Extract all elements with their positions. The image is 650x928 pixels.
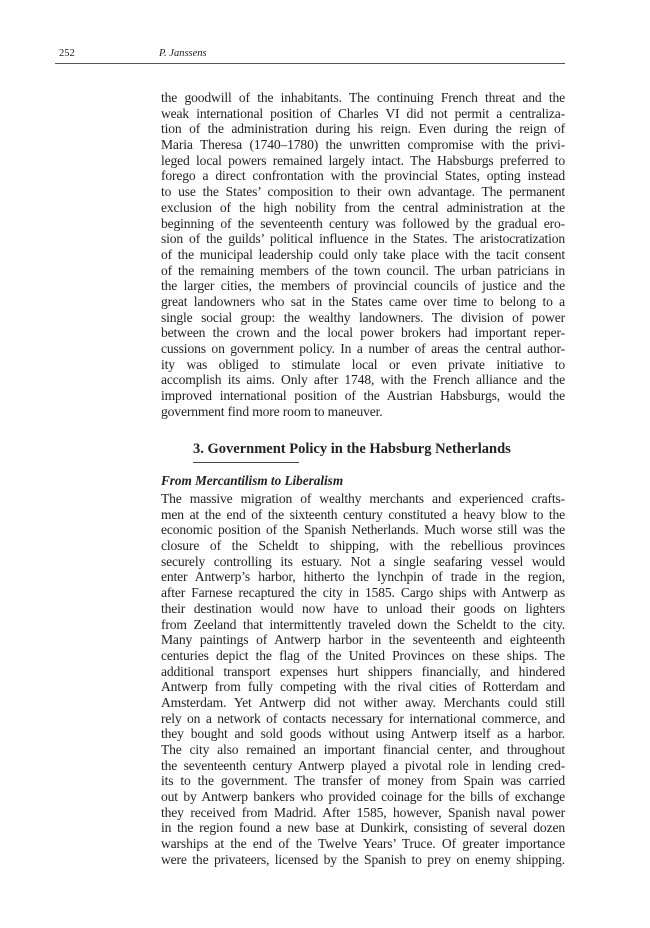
text-line: cussions on government policy. In a number of areas the central author-	[161, 341, 565, 356]
text-line: the larger cities, the members of provincial councils of justice and the	[161, 278, 565, 294]
text-line: Antwerp from fully competing with the rival cities of Rotterdam and	[161, 679, 565, 695]
text-line: Amsterdam. Yet Antwerp did not wither away. Merchants could still	[161, 694, 565, 710]
text-line: government find more room to maneuver.	[161, 403, 383, 419]
text-line: beginning of the seventeenth century was followed by the gradual ero-	[161, 215, 565, 231]
text-line: men at the end of the sixteenth century constituted a heavy blow to the	[161, 506, 565, 522]
text-line: the goodwill of the inhabitants. The continuing French threat and the	[161, 90, 565, 105]
text-line: after Farnese recaptured the city in 1585. Cargo ships with Antwerp as	[161, 585, 565, 601]
text-line: exclusion of the high nobility from the central administration at the	[161, 199, 565, 215]
paragraph-continued	[161, 90, 565, 419]
running-author: P. Janssens	[159, 48, 207, 59]
text-line: in the region found a new base at Dunkirk, consisting of several dozen	[161, 820, 565, 836]
text-line: additional transport expenses hurt shippers financially, and hindered	[161, 663, 565, 679]
text-line: improved international position of the Austrian Habsburgs, would the	[161, 388, 565, 404]
text-line: between the crown and the local power brokers had important reper-	[161, 325, 565, 341]
text-line: their destination would now have to unload their goods on lighters	[161, 600, 565, 616]
text-line: from Zeeland that intermittently traveled down the Scheldt to the city.	[161, 616, 565, 632]
text-line: of the municipal leadership could only take place with the tacit consent	[161, 246, 565, 262]
text-line: enter Antwerp’s harbor, hitherto the lynchpin of trade in the region,	[161, 569, 565, 585]
text-line: ity was obliged to stimulate local or even private initiative to	[161, 356, 565, 372]
running-head	[55, 45, 565, 64]
heading-underline	[193, 462, 299, 463]
text-line: accomplish its aims. Only after 1748, with the French alliance and the	[161, 372, 565, 388]
text-line: Maria Theresa (1740–1780) the unwritten compromise with the privi-	[161, 137, 565, 153]
text-line: weak international position of Charles VI did not permit a centraliza-	[161, 105, 565, 121]
text-line: rely on a network of contacts necessary for international commerce, and	[161, 710, 565, 726]
text-line: Many paintings of Antwerp harbor in the seventeenth and eighteenth	[161, 632, 565, 648]
text-line: its to the government. The transfer of money from Spain was carried	[161, 773, 565, 789]
text-line: closure of the Scheldt to shipping, with the rebellious provinces	[161, 538, 565, 554]
text-line: centuries depict the flag of the United Provinces on these ships. The	[161, 647, 565, 663]
paragraph-section-body	[161, 491, 565, 868]
subsection-heading: From Mercantilism to Liberalism	[161, 473, 344, 488]
text-line: tion of the administration during his reign. Even during the reign of	[161, 121, 565, 137]
text-line: The massive migration of wealthy merchants and experienced crafts-	[161, 491, 565, 506]
text-line: of the remaining members of the town council. The urban patricians in	[161, 262, 565, 278]
section-heading: 3. Government Policy in the Habsburg Netherlands	[193, 441, 511, 457]
text-line: forego a direct confrontation with the provincial States, opting instead	[161, 168, 565, 184]
text-line: The city also remained an important financial center, and throughout	[161, 742, 565, 757]
text-line: securely controlling its estuary. Not a single seafaring vessel would	[161, 553, 565, 569]
text-line: were the privateers, licensed by the Spanish to prey on enemy shipping.	[161, 851, 565, 867]
text-line: warships at the end of the Twelve Years’ Truce. Of greater importance	[161, 836, 565, 852]
text-line: sion of the guilds’ political influence in the States. The aristocratization	[161, 231, 565, 247]
text-line: great landowners who sat in the States came over time to belong to a	[161, 293, 565, 309]
page-number: 252	[59, 48, 75, 59]
text-line: the seventeenth century Antwerp played a pivotal role in lending cred-	[161, 757, 565, 773]
text-line: economic position of the Spanish Netherlands. Much worse still was the	[161, 522, 565, 538]
text-line: leged local powers remained largely intact. The Habsburgs preferred to	[161, 152, 565, 168]
text-line: they bought and sold goods without using Antwerp itself as a harbor.	[161, 726, 565, 742]
text-line: to use the States’ composition to their own advantage. The permanent	[161, 184, 565, 200]
text-line: single social group: the wealthy landowners. The division of power	[161, 309, 565, 325]
text-line: they received from Madrid. After 1585, however, Spanish naval power	[161, 804, 565, 820]
text-line: out by Antwerp bankers who provided coinage for the bills of exchange	[161, 789, 565, 805]
